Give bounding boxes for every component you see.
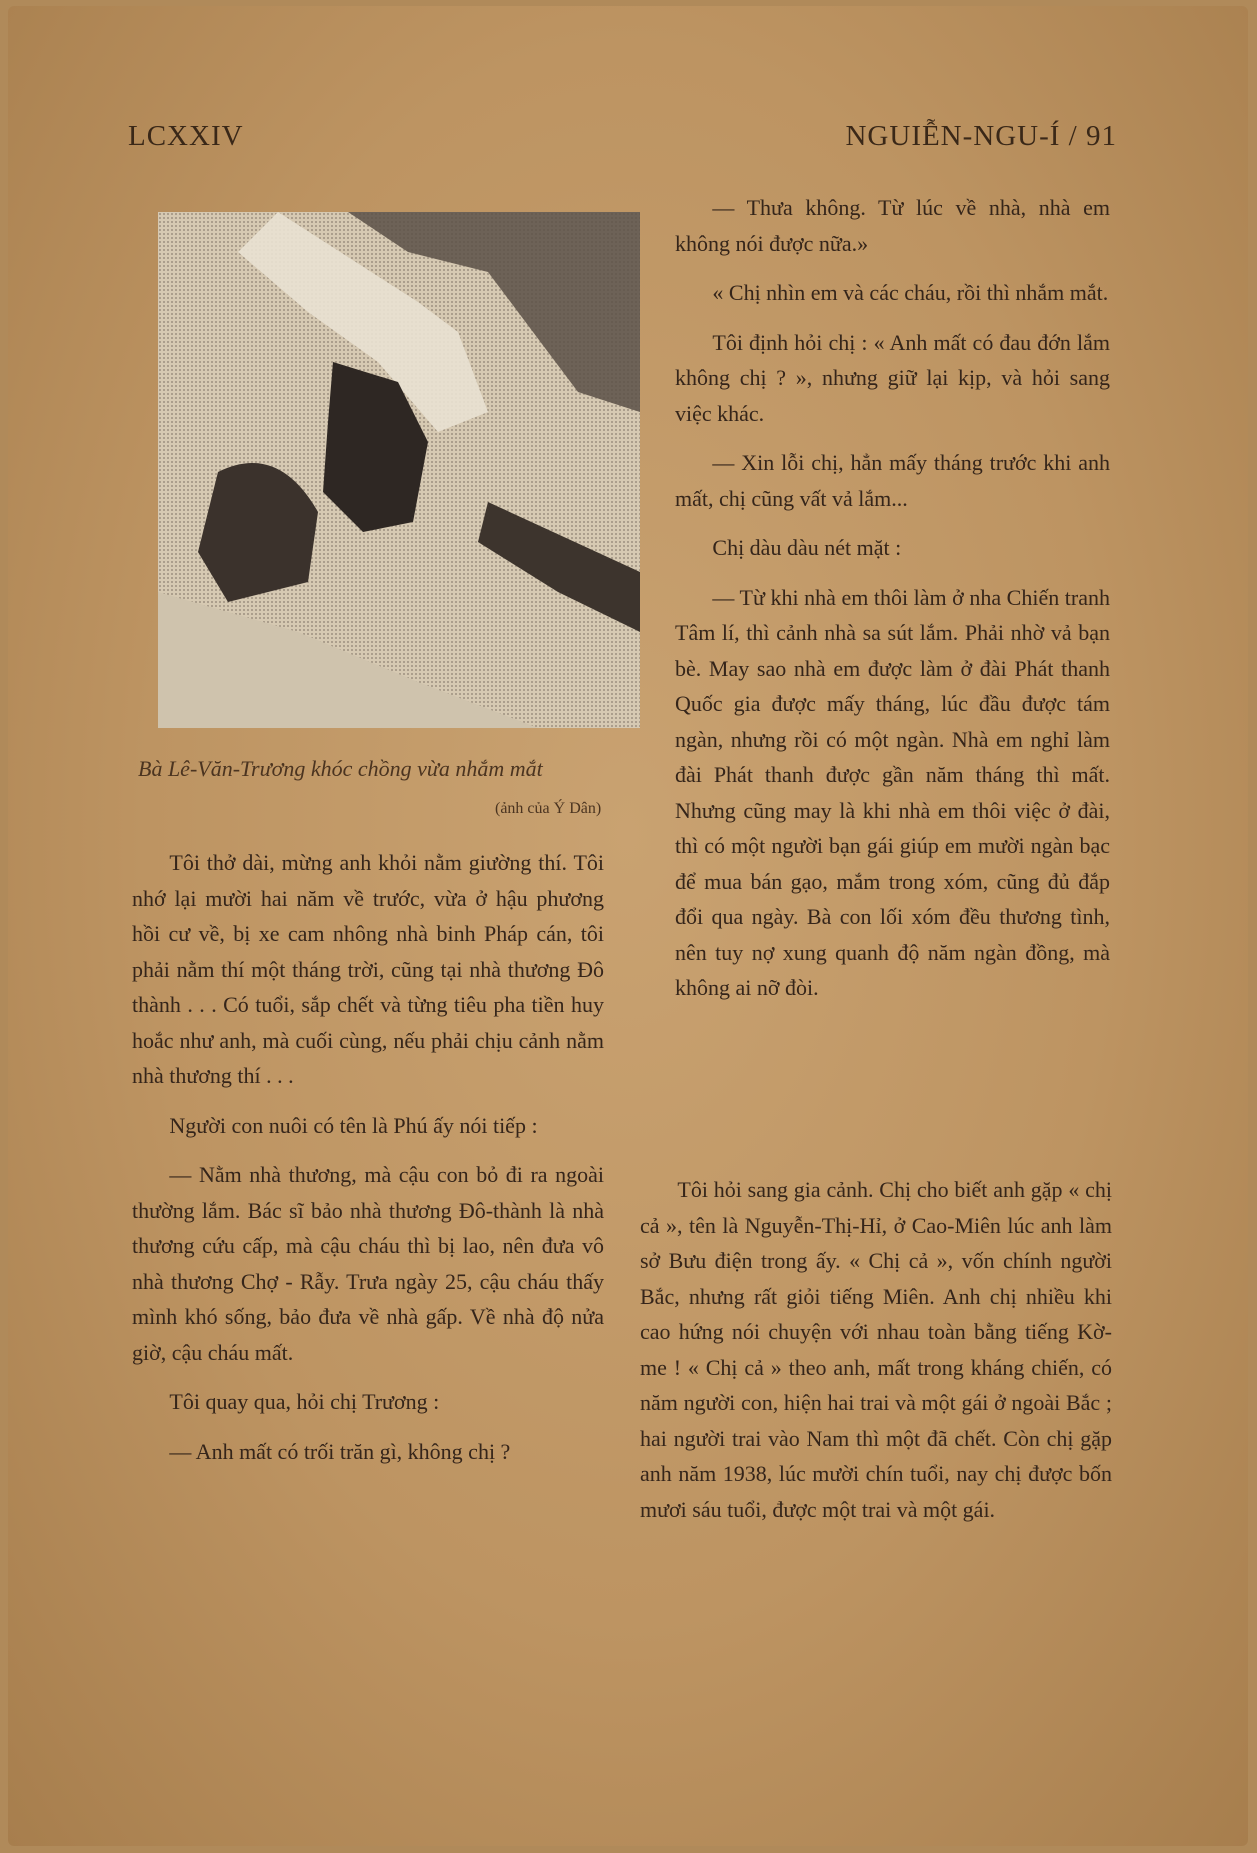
- column-left: [132, 845, 604, 1483]
- photo: [158, 212, 640, 728]
- photo-credit: (ảnh của Ý Dân): [495, 800, 602, 817]
- column-bottom-right: [640, 1172, 1112, 1541]
- paragraph: — Nằm nhà thương, mà cậu con bỏ đi ra ngoài thường lắm. Bác sĩ bảo nhà thương Đô-thành là nhà thương cứu cấp, mà cậu cháu thì bị lao, nên đưa vô nhà thương Chợ - Rẫy. Trưa ngày 25, cậu cháu thấy mình khó sống, bảo đưa về nhà gấp. Về nhà độ nửa giờ, cậu cháu mất.: [132, 1162, 604, 1365]
- paragraph: — Anh mất có trối trăn gì, không chị ?: [169, 1438, 511, 1464]
- page-header-right: NGUIỄN-NGU-Í / 91: [845, 120, 1117, 152]
- column-top-right: [675, 190, 1110, 1020]
- page-header-left: LCXXIV: [128, 120, 244, 152]
- paragraph: Người con nuôi có tên là Phú ấy nói tiếp :: [169, 1112, 538, 1138]
- paragraph: — Xin lỗi chị, hẳn mấy tháng trước khi anh mất, chị cũng vất vả lắm...: [675, 450, 1110, 511]
- paragraph: « Chị nhìn em và các cháu, rồi thì nhắm mắt.: [712, 280, 1109, 305]
- paragraph: Tôi thở dài, mừng anh khỏi nằm giường thí. Tôi nhớ lại mười hai năm về trước, vừa ở hậu phương hồi cư về, bị xe cam nhông nhà binh Pháp cán, tôi phải nằm thí một tháng trời, cũng tại nhà thương Đô thành . . . Có tuổi, sắp chết và từng tiêu pha tiền huy hoắc như anh, mà cuối cùng, nếu phải chịu cảnh nằm nhà thương thí . . .: [132, 850, 604, 1088]
- paragraph: Tôi hỏi sang gia cảnh. Chị cho biết anh gặp « chị cả », tên là Nguyễn-Thị-Hỉ, ở Cao-Miên lúc anh làm sở Bưu điện trong ấy. « Chị cả », vốn chính người Bắc, nhưng rất giỏi tiếng Miên. Anh chị nhiều khi cao hứng nói chuyện với nhau toàn bằng tiếng Kờ-me ! « Chị cả » theo anh, mất trong kháng chiến, có năm người con, hiện hai trai và một gái ở ngoài Bắc ; hai người trai vào Nam thì một đã chết. Còn chị gặp anh năm 1938, lúc mười chín tuổi, nay chị được bốn mươi sáu tuổi, được một trai và một gái.: [640, 1177, 1112, 1522]
- photo-caption: Bà Lê-Văn-Trương khóc chồng vừa nhắm mắt: [138, 756, 543, 781]
- photo-halftone-image: [158, 212, 640, 728]
- paragraph: Tôi định hỏi chị : « Anh mất có đau đớn lắm không chị ? », nhưng giữ lại kịp, và hỏi sang việc khác.: [675, 329, 1110, 426]
- paragraph: Chị dàu dàu nét mặt :: [712, 535, 902, 560]
- paragraph: Tôi quay qua, hỏi chị Trương :: [169, 1389, 440, 1414]
- paragraph: — Từ khi nhà em thôi làm ở nha Chiến tranh Tâm lí, thì cảnh nhà sa sút lắm. Phải nhờ vả bạn bè. May sao nhà em được làm ở đài Phát thanh Quốc gia được mấy tháng, lúc đầu được tám ngàn, nhưng rồi có một ngàn. Nhà em nghỉ làm đài Phát thanh được gần năm tháng thì mất. Nhưng cũng may là khi nhà em thôi việc ở đài, thì có một người bạn gái giúp em mười ngàn bạc để mua bán gạo, mắm trong xóm, cũng đủ đắp đổi qua ngày. Bà con lối xóm đều thương tình, nên tuy nợ xung quanh độ năm ngàn đồng, mà không ai nỡ đòi.: [675, 584, 1110, 1000]
- paragraph: — Thưa không. Từ lúc về nhà, nhà em không nói được nữa.»: [675, 195, 1110, 256]
